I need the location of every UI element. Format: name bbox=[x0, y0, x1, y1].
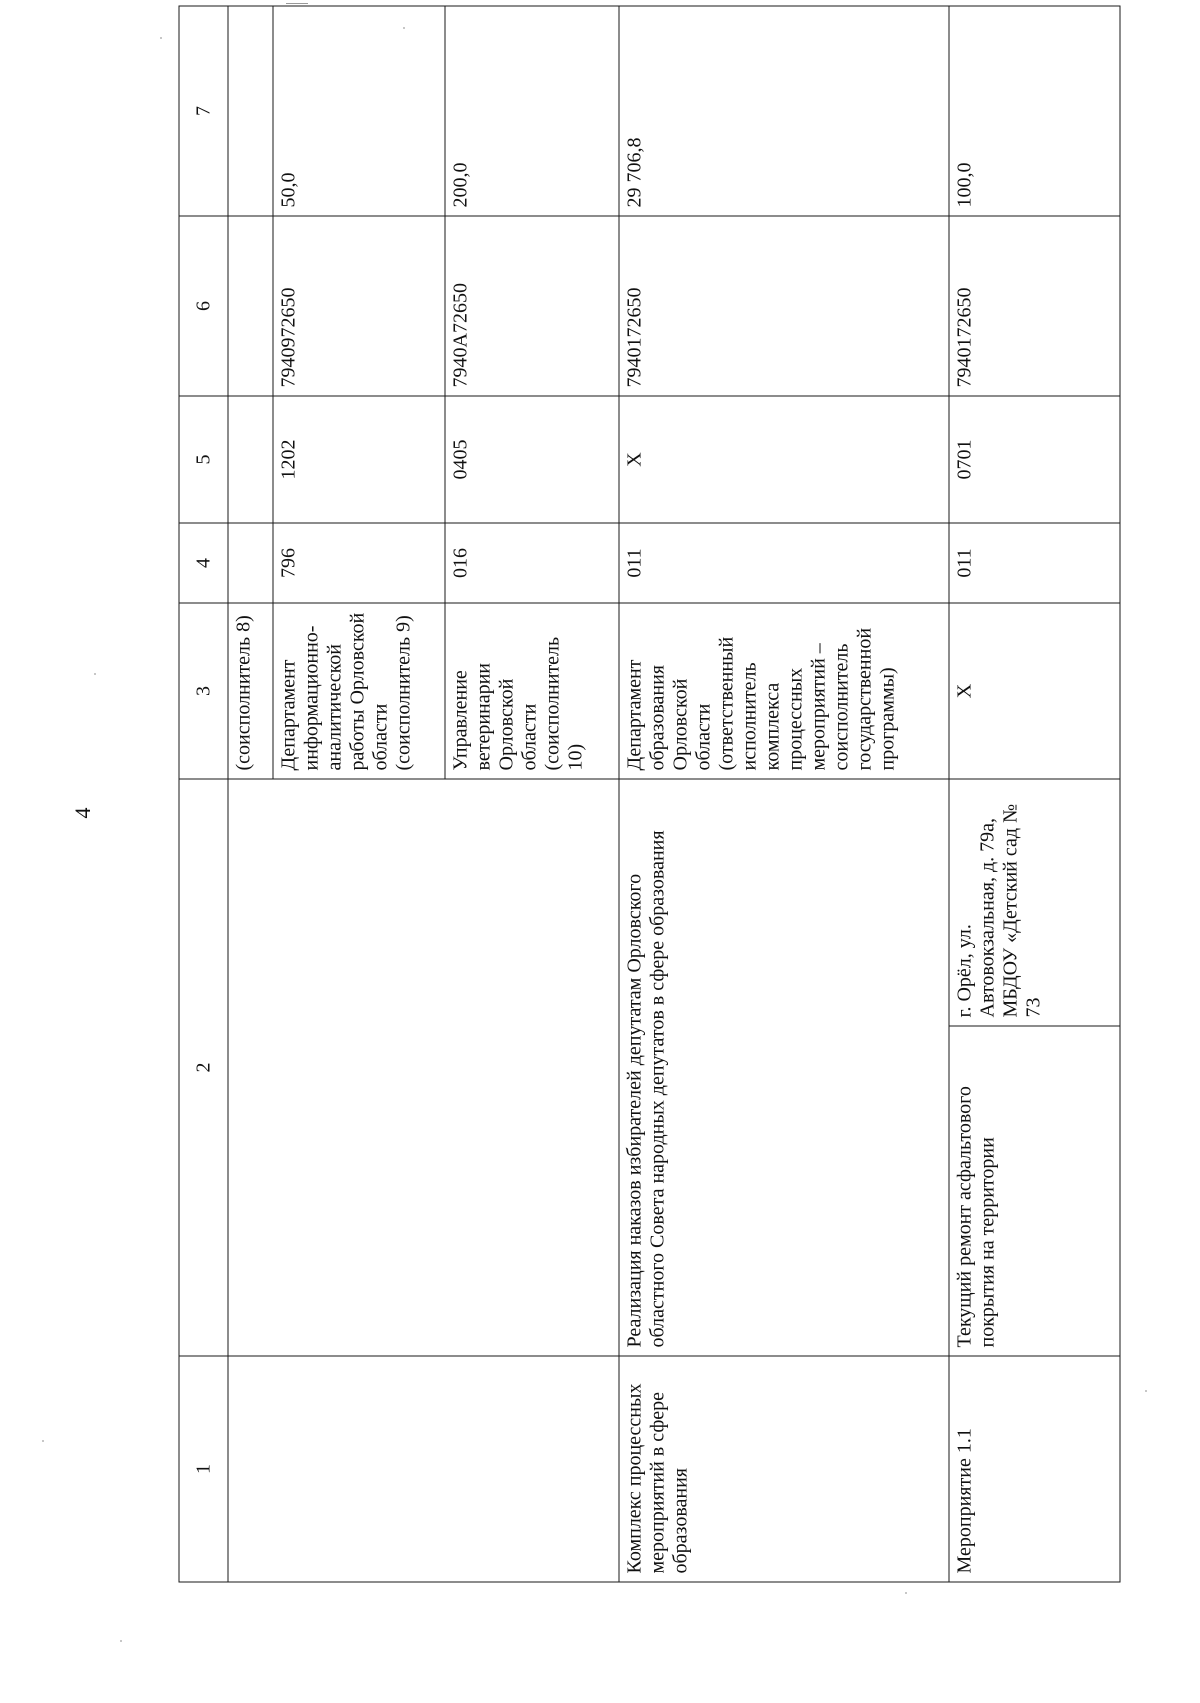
header-cell: 6 bbox=[179, 216, 228, 396]
cell-amount: 100,0 bbox=[949, 6, 1120, 216]
page-number: 4 bbox=[70, 807, 95, 819]
scan-speck bbox=[120, 1640, 122, 1642]
scan-speck bbox=[1145, 1390, 1147, 1392]
budget-table bbox=[179, 6, 1121, 1583]
scan-speck bbox=[42, 1440, 44, 1442]
cell-code bbox=[228, 216, 273, 396]
cell-code: 7940172650 bbox=[619, 216, 949, 396]
scan-speck bbox=[905, 1592, 907, 1594]
cell-code bbox=[228, 396, 273, 523]
cell-code: 011 bbox=[619, 523, 949, 603]
cell-section bbox=[228, 1356, 619, 1582]
cell-amount bbox=[228, 6, 273, 216]
cell-executor: Департамент информационно-аналитической работы Орловской области (соисполнитель 9) bbox=[273, 603, 445, 779]
table-row bbox=[619, 6, 949, 1582]
cell-address: г. Орёл, ул. Автовокзальная, д. 79а, МБДОУ «Детский сад № 73 bbox=[949, 779, 1120, 1026]
header-cell: 3 bbox=[179, 603, 228, 779]
table-row bbox=[228, 6, 273, 1582]
cell-amount: 200,0 bbox=[445, 6, 619, 216]
cell-section: Комплекс процессных мероприятий в сфере образования bbox=[619, 1356, 949, 1582]
cell-code: 0701 bbox=[949, 396, 1120, 523]
cell-code: 016 bbox=[445, 523, 619, 603]
cell-executor: (соисполнитель 8) bbox=[228, 603, 273, 779]
scan-speck bbox=[94, 673, 96, 675]
cell-executor: Департамент образования Орловской области (ответственный исполнитель комплекса процессных мероприятий – соисполнитель государственной программы) bbox=[619, 603, 949, 779]
cell-amount: 50,0 bbox=[273, 6, 445, 216]
header-cell: 4 bbox=[179, 523, 228, 603]
table-header-row bbox=[179, 6, 228, 1582]
table-row bbox=[949, 6, 1120, 1582]
cell-code: 011 bbox=[949, 523, 1120, 603]
header-cell: 2 bbox=[179, 779, 228, 1356]
cell-executor: Управление ветеринарии Орловской области (соисполнитель 10) bbox=[445, 603, 619, 779]
cell-code: 7940172650 bbox=[949, 216, 1120, 396]
cell-description bbox=[228, 779, 619, 1356]
cell-amount: 29 706,8 bbox=[619, 6, 949, 216]
cell-code: 1202 bbox=[273, 396, 445, 523]
cell-section: Мероприятие 1.1 bbox=[949, 1356, 1120, 1582]
cell-executor: Х bbox=[949, 603, 1120, 779]
cell-description: Текущий ремонт асфальтового покрытия на территории bbox=[949, 1026, 1120, 1356]
header-cell: 1 bbox=[179, 1356, 228, 1582]
cell-code: Х bbox=[619, 396, 949, 523]
header-cell: 5 bbox=[179, 396, 228, 523]
scan-mark bbox=[286, 3, 308, 4]
cell-code: 0405 bbox=[445, 396, 619, 523]
cell-code bbox=[228, 523, 273, 603]
header-cell: 7 bbox=[179, 6, 228, 216]
cell-code: 7940972650 bbox=[273, 216, 445, 396]
scan-speck bbox=[160, 37, 162, 39]
cell-code: 796 bbox=[273, 523, 445, 603]
cell-code: 7940А72650 bbox=[445, 216, 619, 396]
cell-description: Реализация наказов избирателей депутатам Орловского областного Совета народных депутатов в сфере образования bbox=[619, 779, 949, 1356]
